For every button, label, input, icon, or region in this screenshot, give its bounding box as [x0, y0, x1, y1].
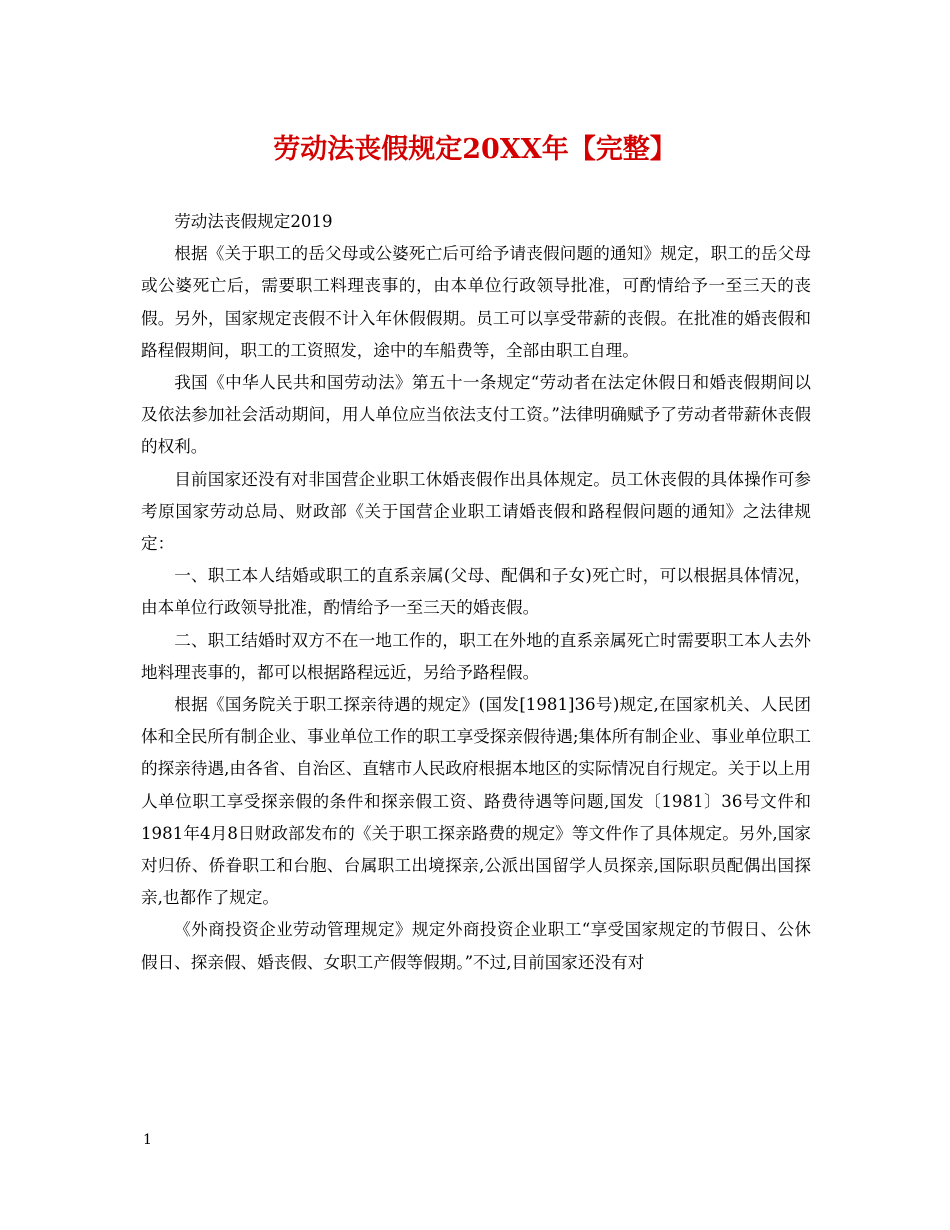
paragraph: 二、职工结婚时双方不在一地工作的，职工在外地的直系亲属死亡时需要职工本人去外地料理丧事的，都可以根据路程远近，另给予路程假。 — [141, 630, 811, 682]
paragraph: 根据《关于职工的岳父母或公婆死亡后可给予请丧假问题的通知》规定，职工的岳父母或公婆死亡后，需要职工料理丧事的，由本单位行政领导批准，可酌情给予一至三天的丧假。另外，国家规定丧假不计入年休假假期。员工可以享受带薪的丧假。在批准的婚丧假和路程假期间，职工的工资照发，途中的车船费等，全部由职工自理。 — [141, 244, 811, 360]
paragraph: 根据《国务院关于职工探亲待遇的规定》(国发[1981]36号)规定,在国家机关、人民团体和全民所有制企业、事业单位工作的职工享受探亲假待遇;集体所有制企业、事业单位职工的探亲待遇,由各省、自治区、直辖市人民政府根据本地区的实际情况自行规定。关于以上用人单位职工享受探亲假的条件和探亲假工资、路费待遇等问题,国发〔1981〕36号文件和1981年4月8日财政部发布的《关于职工探亲路费的规定》等文件作了具体规定。另外,国家对归侨、侨眷职工和台胞、台属职工出境探亲,公派出国留学人员探亲,国际职员配偶出国探亲,也都作了规定。 — [141, 695, 811, 908]
paragraph: 一、职工本人结婚或职工的直系亲属(父母、配偶和子女)死亡时，可以根据具体情况，由本单位行政领导批准，酌情给予一至三天的婚丧假。 — [141, 566, 811, 618]
paragraph: 我国《中华人民共和国劳动法》第五十一条规定“劳动者在法定休假日和婚丧假期间以及依法参加社会活动期间，用人单位应当依法支付工资。”法律明确赋予了劳动者带薪休丧假的权利。 — [141, 373, 811, 457]
paragraph: 劳动法丧假规定2019 — [174, 212, 333, 231]
document-title: 劳动法丧假规定20XX年【完整】 — [273, 134, 677, 165]
document-body — [141, 206, 811, 979]
paragraph: 目前国家还没有对非国营企业职工休婚丧假作出具体规定。员工休丧假的具体操作可参考原国家劳动总局、财政部《关于国营企业职工请婚丧假和路程假问题的通知》之法律规定： — [141, 469, 811, 554]
page-number: 1 — [143, 1132, 152, 1148]
paragraph: 《外商投资企业劳动管理规定》规定外商投资企业职工“享受国家规定的节假日、公休假日、探亲假、婚丧假、女职工产假等假期。”不过,目前国家还没有对 — [141, 920, 811, 972]
